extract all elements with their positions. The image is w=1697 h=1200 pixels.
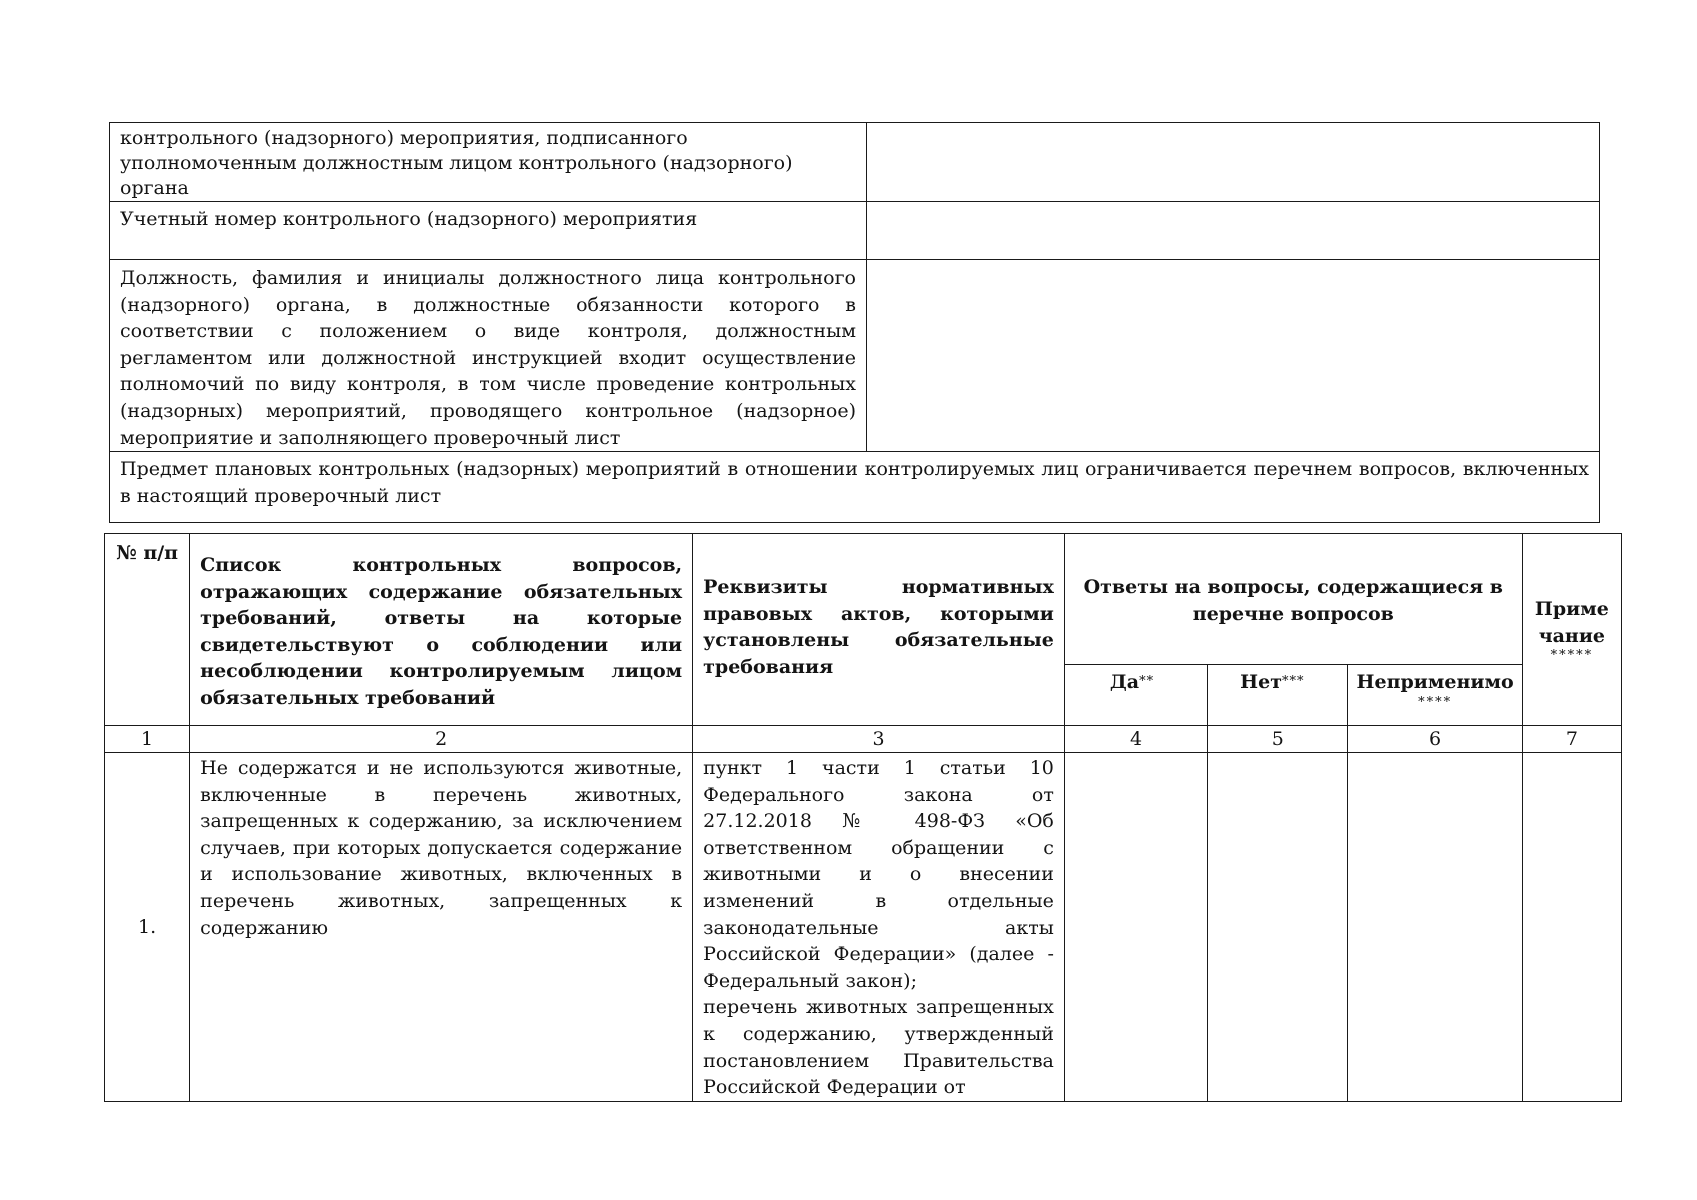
header-references: Реквизиты нормативных правовых актов, которыми установлены обязательные требования [693,534,1065,726]
column-number: 6 [1348,726,1522,753]
subject-note-text: Предмет плановых контрольных (надзорных) мероприятий в отношении контролируемых лиц ограничивается перечнем вопросов, включенных в настоящий проверочный лист [120,458,1589,507]
header-answers: Ответы на вопросы, содержащиеся в перечне вопросов [1064,534,1522,665]
info-row-official [110,260,1600,452]
header-note [1522,534,1621,726]
header-num: № п/п [105,534,190,726]
column-number: 5 [1208,726,1348,753]
header-no [1208,665,1348,726]
checklist-header-row [105,534,1622,665]
header-note-line2: чание [1538,624,1606,647]
answer-yes-cell[interactable] [1064,753,1207,1102]
row-number: 1. [105,753,190,1102]
subject-note-cell [110,452,1600,523]
info-row-subject-note [110,452,1600,523]
header-yes [1064,665,1207,726]
header-no-mark: *** [1281,674,1305,689]
info-label-cell [110,260,867,452]
header-note-line1: Приме [1534,597,1609,620]
question-text: Не содержатся и не используются животные, включенные в перечень животных, запрещенных к содержанию, за исключением случаев, при которых допускается содержание и использование животных, включенных в перечень животных, запрещенных к содержанию [200,757,683,939]
info-value-signed-act[interactable] [867,123,1600,202]
info-value-official[interactable] [867,260,1600,452]
note-cell[interactable] [1522,753,1621,1102]
reference-cell [693,753,1065,1102]
column-number: 2 [190,726,693,753]
checklist-table [104,533,1622,1102]
column-number: 1 [105,726,190,753]
column-number-row [105,726,1622,753]
info-row-signed-act [110,123,1600,202]
question-cell [190,753,693,1102]
reference-text-2: перечень животных запрещенных к содержанию, утвержденный постановлением Правительства Российской Федерации от [703,996,1054,1099]
header-na-label: Неприменимо [1356,671,1514,693]
header-questions: Список контрольных вопросов, отражающих содержание обязательных требований, ответы на которые свидетельствуют о соблюдении или несоблюдении контролируемым лицом обязательных требований [190,534,693,726]
info-row-registration-number [110,202,1600,260]
info-value-registration-number[interactable] [867,202,1600,260]
info-label-cell [110,202,867,260]
column-number: 7 [1522,726,1621,753]
header-na [1348,665,1522,726]
header-note-mark: ***** [1550,648,1594,664]
column-number: 4 [1064,726,1207,753]
header-no-label: Нет [1240,671,1282,693]
answer-no-cell[interactable] [1208,753,1348,1102]
info-label-cell [110,123,867,202]
column-number: 3 [693,726,1065,753]
header-yes-mark: ** [1139,674,1155,689]
header-yes-label: Да [1109,671,1140,693]
answer-na-cell[interactable] [1348,753,1522,1102]
info-label-registration-number: Учетный номер контрольного (надзорного) мероприятия [120,208,698,230]
info-label-official: Должность, фамилия и инициалы должностного лица контрольного (надзорного) органа, в должностные обязанности которого в соответствии с положением о виде контроля, должностным регламентом или должностной инструкцией входит осуществление полномочий по виду контроля, в том числе проведение контрольных (надзорных) мероприятий, проводящего контрольное (надзорное) мероприятие и заполняющего проверочный лист [120,267,856,449]
info-label-signed-act: контрольного (надзорного) мероприятия, подписанного уполномоченным должностным лицом контрольного (надзорного) органа [120,127,793,199]
header-na-mark: **** [1418,694,1453,710]
reference-text-1: пункт 1 части 1 статьи 10 Федерального закона от 27.12.2018 № 498-ФЗ «Об ответственном обращении с животными и о внесении изменений в отдельные законодательные акты Российской Федерации» (далее - Федеральный закон); [703,757,1054,992]
table-row [105,753,1622,1102]
inspection-info-table [109,122,1600,523]
